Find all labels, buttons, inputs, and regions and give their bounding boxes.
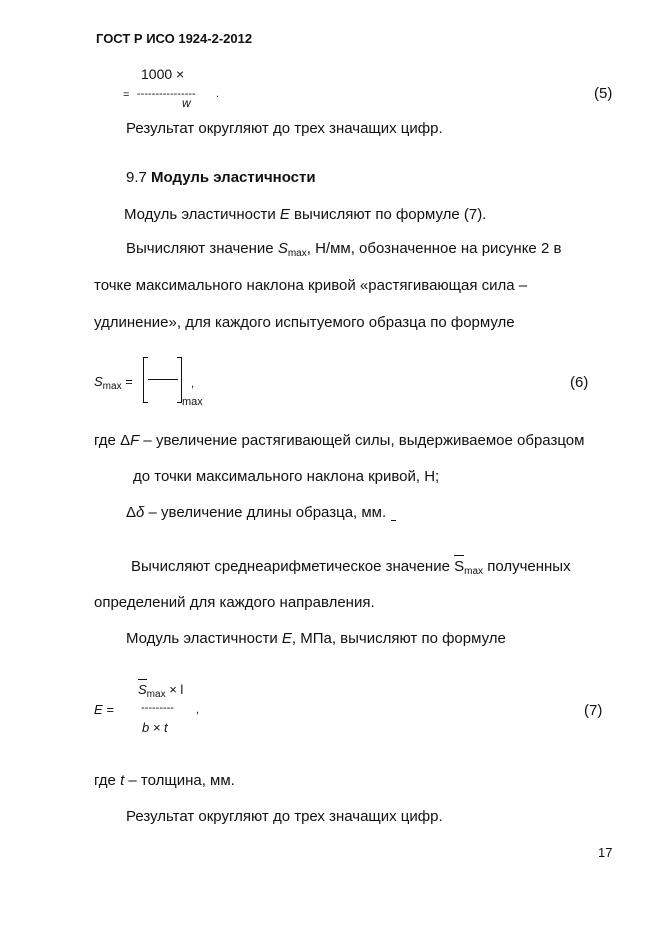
mean-value-line2: определений для каждого направления. [94, 594, 375, 611]
eq5-period: . [216, 88, 220, 100]
modulus-formula-intro [126, 630, 506, 647]
text-segment: Модуль эластичности [124, 206, 280, 223]
text-segment: полученных [483, 558, 571, 575]
text-segment: Модуль эластичности [126, 630, 282, 647]
var-e: E [281, 630, 292, 647]
var-s: S [94, 374, 103, 389]
result-rounding-text-2: Результат округляют до трех значащих цифр. [126, 808, 443, 825]
text-segment: Вычисляют среднеарифметическое значение [131, 558, 455, 575]
s-bar [138, 682, 147, 697]
eq5-fraction-line: ---------------- [137, 88, 196, 100]
eq6-left-bracket [143, 357, 148, 403]
eq5-numerator: 1000 × [141, 66, 185, 82]
s-bar [454, 558, 464, 575]
smax-intro-line2: точке максимального наклона кривой «растягивающая сила – [94, 277, 528, 294]
eq6-number: (6) [570, 374, 589, 391]
underline-mark [391, 520, 396, 521]
var-s: S [277, 240, 288, 257]
equals-sign: = [125, 374, 133, 389]
subscript-max: max [102, 381, 122, 392]
where-delta-delta [126, 504, 386, 521]
smax-intro-line3: удлинение», для каждого испытуемого образца по формуле [94, 314, 515, 331]
eq5-equals: = [123, 89, 130, 101]
eq5-number: (5) [594, 85, 613, 102]
document-header: ГОСТ Р ИСО 1924-2-2012 [96, 31, 253, 46]
overline [138, 679, 147, 680]
var-e: E [279, 206, 290, 223]
eq6-comma: , [191, 378, 195, 390]
modulus-intro-text [124, 206, 486, 223]
var-s: S [454, 558, 465, 575]
where-delta-f [94, 432, 584, 449]
subscript-max: max [287, 248, 307, 259]
delta-symbol: Δ [120, 432, 131, 449]
text-segment: , МПа, вычисляют по формуле [291, 630, 506, 647]
eq7-denominator: b × t [142, 720, 168, 735]
page-number: 17 [598, 845, 613, 860]
var-s: S [138, 682, 147, 697]
subscript-max: max [464, 566, 484, 577]
overline [454, 555, 464, 556]
section-number: 9.7 [126, 169, 147, 186]
eq7-fraction-line: --------- [141, 702, 174, 714]
text-segment: где [94, 432, 121, 449]
where-delta-f-continued: до точки максимального наклона кривой, Н; [133, 468, 440, 485]
text-segment: Вычисляют значение [126, 240, 278, 257]
text-segment: где [94, 772, 121, 789]
eq6-subscript: max [182, 396, 203, 408]
text-segment: × l [165, 682, 184, 697]
var-t: t [120, 772, 125, 789]
text-segment: , Н/мм, обозначенное на рисунке 2 в [306, 240, 562, 257]
eq6-fraction-bar [148, 379, 178, 380]
eq5-denominator: w [182, 96, 191, 110]
smax-intro-line1 [126, 240, 561, 259]
eq7-numerator [138, 682, 183, 700]
eq7-number: (7) [584, 702, 603, 719]
section-heading [126, 169, 316, 186]
text-segment: – увеличение длины образца, мм. [144, 504, 387, 521]
eq7-lhs: E = [94, 702, 114, 717]
eq7-comma: , [196, 704, 200, 716]
section-title: Модуль эластичности [151, 169, 316, 186]
var-delta: δ [136, 504, 145, 521]
where-thickness [94, 772, 235, 789]
result-rounding-text: Результат округляют до трех значащих цифр. [126, 120, 443, 137]
delta-symbol: Δ [126, 504, 137, 521]
var-f: F [130, 432, 140, 449]
mean-value-line1 [131, 558, 571, 577]
text-segment: – толщина, мм. [124, 772, 235, 789]
eq6-lhs [94, 374, 133, 392]
subscript-max: max [146, 689, 166, 700]
text-segment: вычисляют по формуле (7). [289, 206, 487, 223]
text-segment: – увеличение растягивающей силы, выдерживаемое образцом [139, 432, 585, 449]
